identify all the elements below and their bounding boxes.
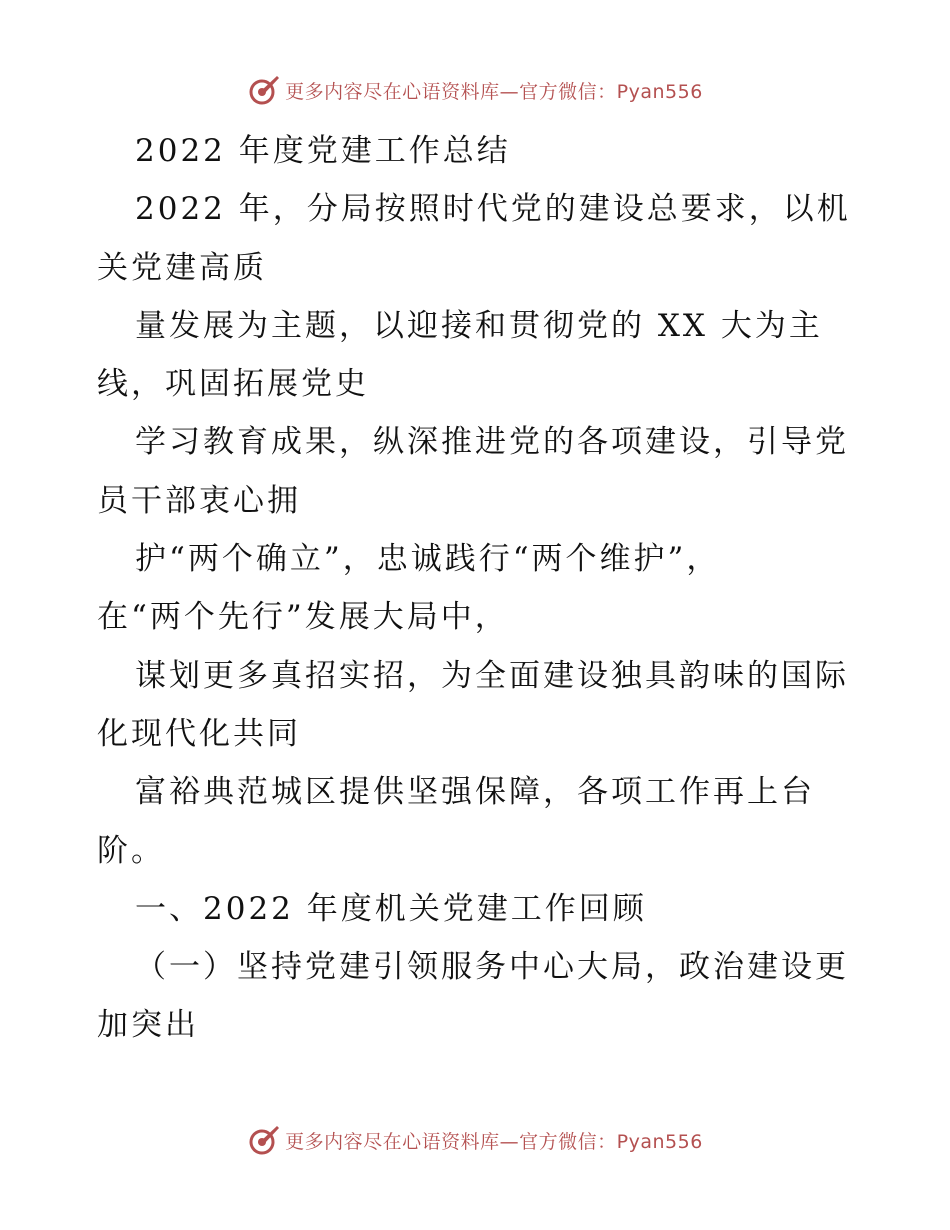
header-watermark xyxy=(0,70,950,110)
paragraph-line: 富裕典范城区提供坚强保障，各项工作再上台 xyxy=(135,774,815,811)
paragraph-line: 阶。 xyxy=(97,832,165,869)
subsection-heading-continued: 加突出 xyxy=(97,1007,199,1044)
paragraph-line: 在“两个先行”发展大局中， xyxy=(97,599,509,636)
document-title: 2022 年度党建工作总结 xyxy=(135,133,511,169)
paragraph-line: 员干部衷心拥 xyxy=(97,482,301,519)
document-body xyxy=(97,122,867,1055)
paragraph-line: 护“两个确立”，忠诚践行“两个维护”， xyxy=(135,541,721,578)
paragraph-line: 化现代化共同 xyxy=(97,715,301,752)
paragraph-line: 关党建高质 xyxy=(97,249,267,286)
section-heading: 一、2022 年度机关党建工作回顾 xyxy=(135,890,647,927)
footer-watermark xyxy=(0,1120,950,1160)
watermark-text: 更多内容尽在心语资料库—官方微信：Pyan556 xyxy=(285,1130,703,1153)
paragraph-line: 量发展为主题，以迎接和贯彻党的 XX 大为主 xyxy=(135,307,823,344)
paragraph-line: 线，巩固拓展党史 xyxy=(97,366,369,403)
watermark-text: 更多内容尽在心语资料库—官方微信：Pyan556 xyxy=(285,80,703,103)
subsection-heading: （一）坚持党建引领服务中心大局，政治建设更 xyxy=(135,949,849,986)
paragraph-line: 谋划更多真招实招，为全面建设独具韵味的国际 xyxy=(135,657,849,694)
pen-seal-icon xyxy=(247,1123,281,1157)
pen-seal-icon xyxy=(247,73,281,107)
paragraph-line: 2022 年，分局按照时代党的建设总要求，以机 xyxy=(135,191,851,228)
paragraph-line: 学习教育成果，纵深推进党的各项建设，引导党 xyxy=(135,424,849,461)
